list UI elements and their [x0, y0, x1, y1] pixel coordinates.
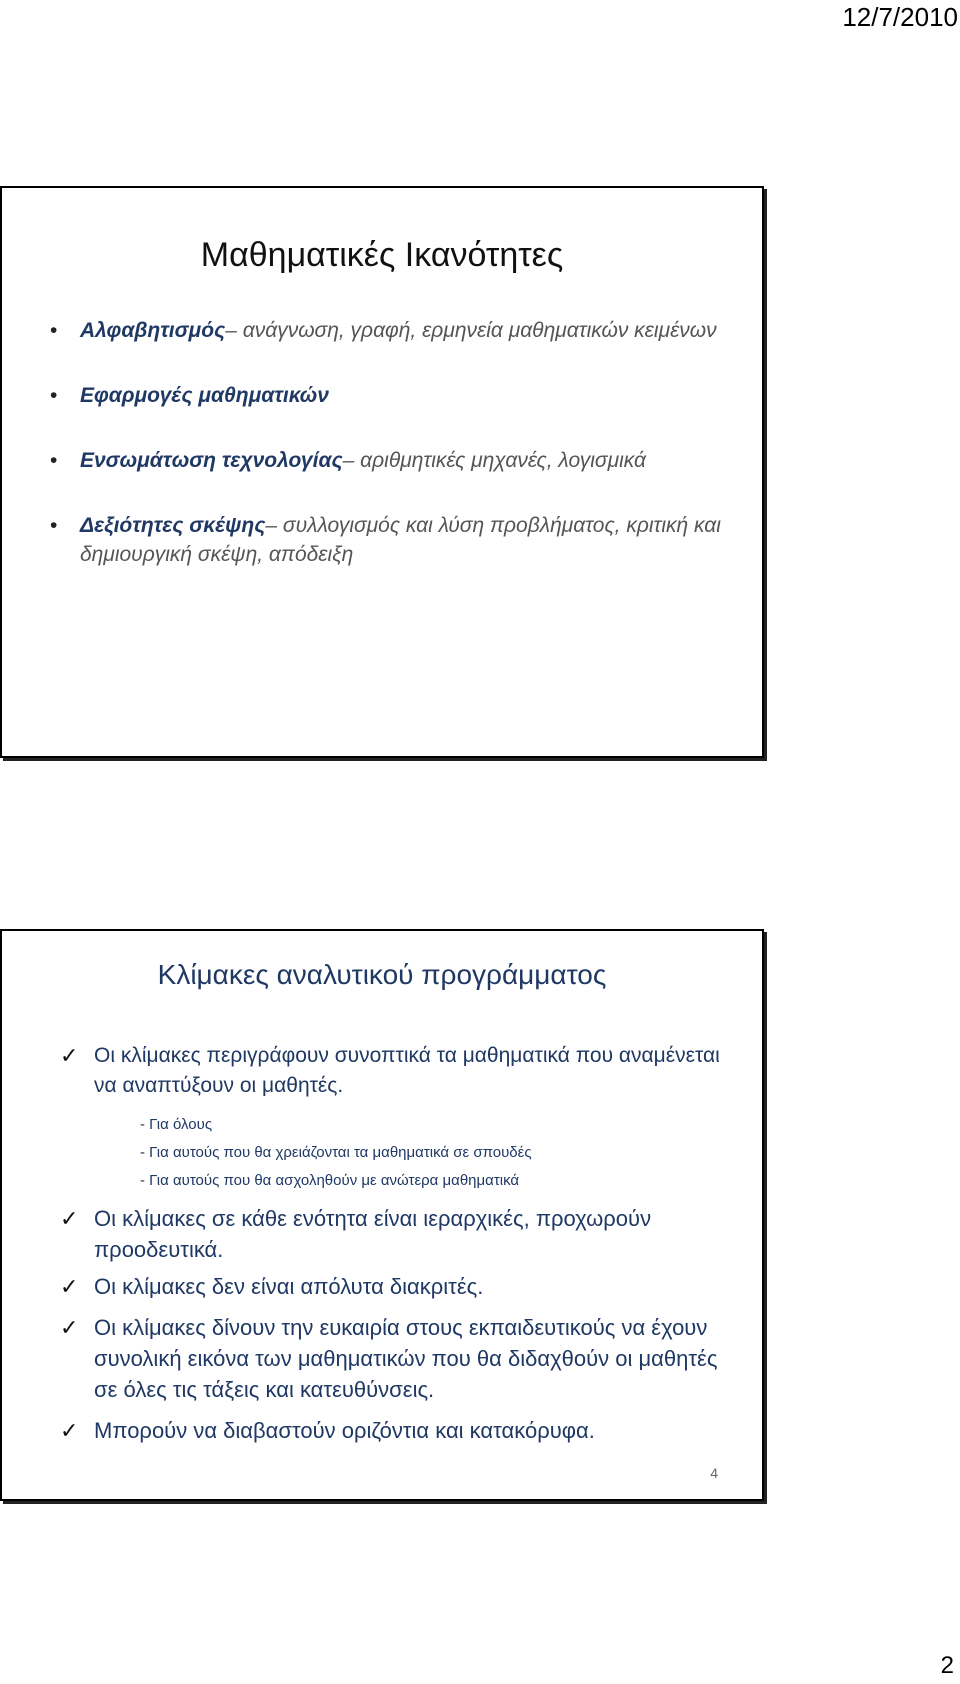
slide-1-title: Μαθηματικές Ικανότητες [200, 236, 564, 274]
bullet-text: – συλλογισμός και λύση προβλήματος, κριτική και δημιουργική σκέψη, απόδειξη [80, 514, 721, 566]
checklist-item: ✓ Μπορούν να διαβαστούν οριζόντια και κατακόρυφα. [60, 1415, 720, 1446]
bullet-term: Αλφαβητισμός [80, 319, 226, 342]
slide-2-title: Κλίμακες αναλυτικού προγράμματος [157, 959, 607, 990]
bullet-text: – αριθμητικές μηχανές, λογισμικά [342, 449, 646, 472]
slide-2 [0, 929, 764, 1501]
bullet-item [42, 381, 722, 410]
page-number: 2 [940, 1652, 954, 1679]
sub-list-item: - Για αυτούς που θα ασχοληθούν με ανώτερα μαθηματικά [140, 1172, 520, 1189]
slide-1 [0, 186, 764, 758]
checklist-item: ✓ Οι κλίμακες σε κάθε ενότητα είναι ιεραρχικές, προχωρούν προοδευτικά. [60, 1203, 720, 1265]
bullet-text: – ανάγνωση, γραφή, ερμηνεία μαθηματικών κειμένων [225, 319, 717, 342]
checklist-item: ✓ Οι κλίμακες δεν είναι απόλυτα διακριτές. [60, 1271, 720, 1302]
sub-list-item: - Για όλους [140, 1116, 213, 1133]
bullet-item [42, 446, 722, 475]
checklist-item: ✓ Οι κλίμακες περιγράφουν συνοπτικά τα μαθηματικά που αναμένεται να αναπτύξουν οι μαθητές. [60, 1041, 720, 1101]
bullet-term: Δεξιότητες σκέψης [80, 514, 266, 537]
bullet-item [42, 511, 722, 569]
audience-sub-list [60, 1111, 720, 1195]
bullet-term: Εφαρμογές μαθηματικών [80, 384, 329, 407]
bullet-term: Ενσωμάτωση τεχνολογίας [80, 449, 343, 472]
checklist-item: ✓ Οι κλίμακες δίνουν την ευκαιρία στους εκπαιδευτικούς να έχουν συνολική εικόνα των μαθηματικών που θα διδαχθούν οι μαθητές σε όλες τις τάξεις και κατευθύνσεις. [60, 1312, 720, 1405]
slide-number: 4 [710, 1465, 718, 1481]
slide-1-bullet-list [42, 316, 722, 605]
document-date: 12/7/2010 [842, 2, 958, 32]
sub-list-item: - Για αυτούς που θα χρειάζονται τα μαθηματικά σε σπουδές [140, 1144, 532, 1161]
slide-2-body [60, 1041, 720, 1446]
bullet-item [42, 316, 722, 345]
